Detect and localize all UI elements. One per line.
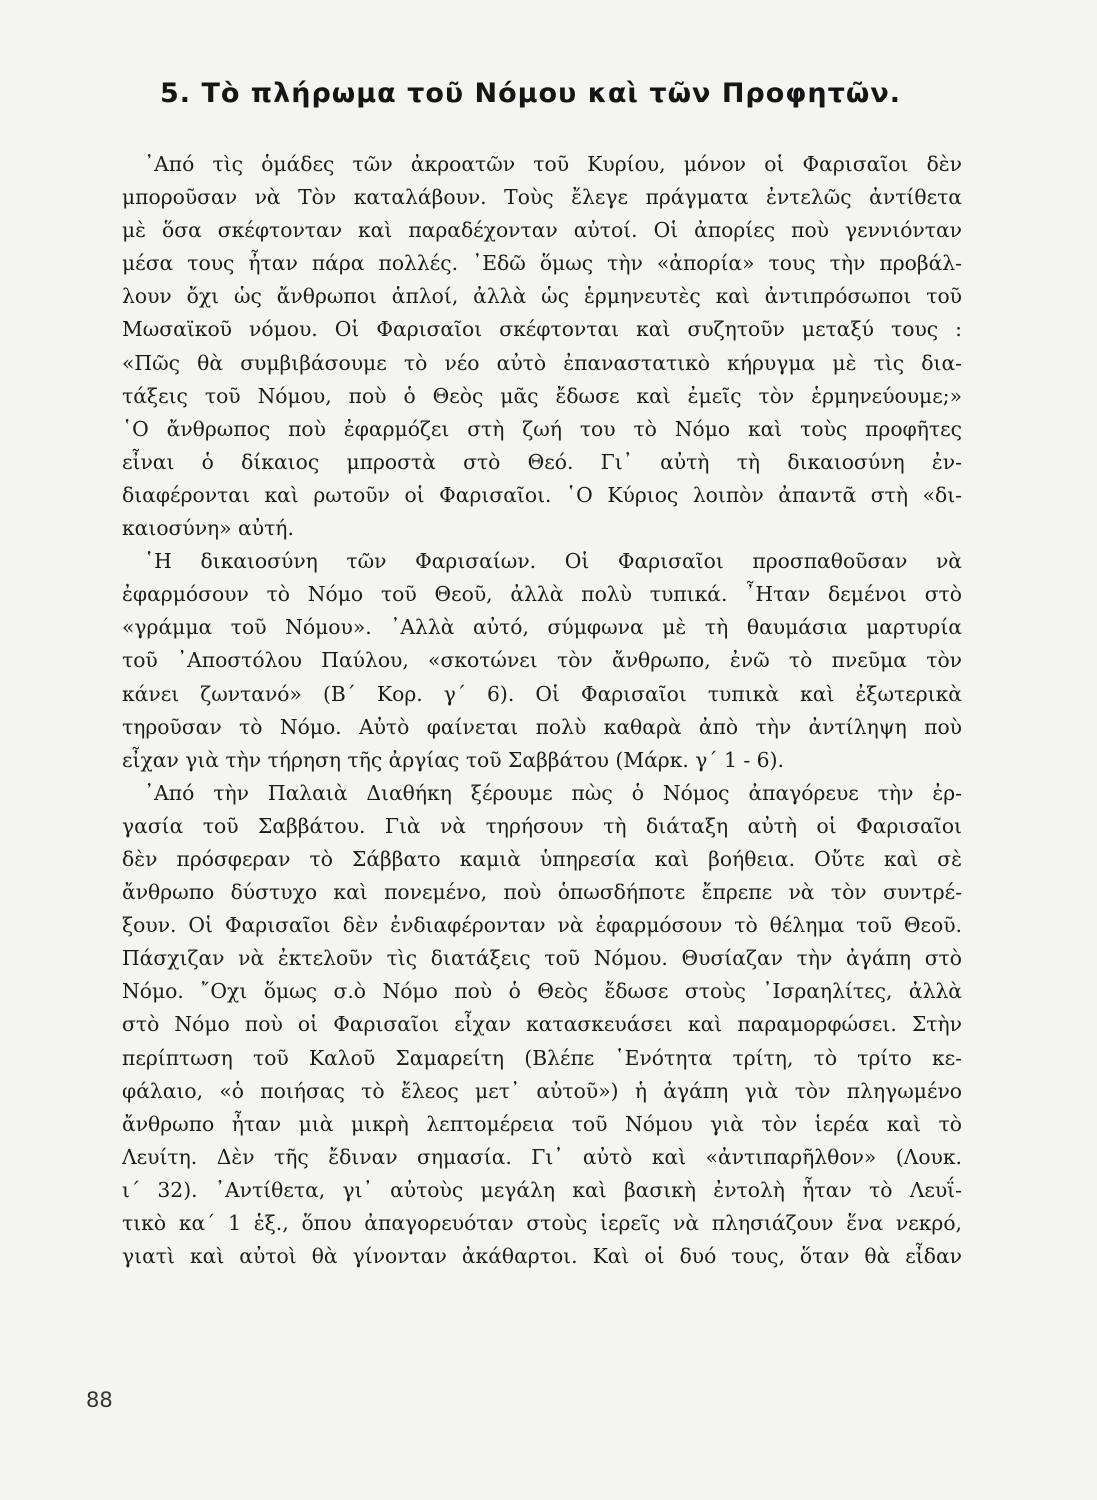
- text-line: στὸ Νόμο ποὺ οἱ Φαρισαῖοι εἶχαν κατασκευάσει καὶ παραμορφώσει. Στὴν: [122, 1012, 962, 1037]
- text-line: ἐφαρμόσουν τὸ Νόμο τοῦ Θεοῦ, ἀλλὰ πολὺ τυπικά. ῏Ηταν δεμένοι στὸ: [122, 582, 962, 607]
- text-line: κάνει ζωντανό» (Β΄ Κορ. γ΄ 6). Οἱ Φαρισαῖοι τυπικὰ καὶ ἐξωτερικὰ: [122, 681, 962, 706]
- text-line: Λευίτη. Δὲν τῆς ἔδιναν σημασία. Γι᾿ αὐτὸ καὶ «ἀντιπαρῆλθον» (Λουκ.: [122, 1144, 962, 1169]
- body-text: [122, 148, 962, 1273]
- text-line: Μωσαϊκοῦ νόμου. Οἱ Φαρισαῖοι σκέφτονται καὶ συζητοῦν μεταξύ τους :: [122, 317, 962, 342]
- text-line: καιοσύνη» αὐτή.: [122, 516, 294, 541]
- text-line: γασία τοῦ Σαββάτου. Γιὰ νὰ τηρήσουν τὴ διάταξη αὐτὴ οἱ Φαρισαῖοι: [122, 813, 962, 838]
- text-line: μέσα τους ἦταν πάρα πολλές. ᾿Εδῶ ὅμως τὴν «ἀπορία» τους τὴν προβάλ-: [122, 251, 962, 276]
- text-line: τάξεις τοῦ Νόμου, ποὺ ὁ Θεὸς μᾶς ἔδωσε καὶ ἐμεῖς τὸν ἑρμηνεύουμε;»: [122, 383, 962, 408]
- text-line: «γράμμα τοῦ Νόμου». ᾿Αλλὰ αὐτό, σύμφωνα μὲ τὴ θαυμάσια μαρτυρία: [122, 615, 962, 640]
- text-line: τοῦ ᾿Αποστόλου Παύλου, «σκοτώνει τὸν ἄνθρωπο, ἐνῶ τὸ πνεῦμα τὸν: [122, 648, 962, 673]
- text-line: ῾Ο ἄνθρωπος ποὺ ἐφαρμόζει στὴ ζωή του τὸ Νόμο καὶ τοὺς προφῆτες: [122, 416, 962, 441]
- text-line: ξουν. Οἱ Φαρισαῖοι δὲν ἐνδιαφέρονταν νὰ ἐφαρμόσουν τὸ θέλημα τοῦ Θεοῦ.: [122, 913, 962, 938]
- text-line: λουν ὄχι ὡς ἄνθρωποι ἁπλοί, ἀλλὰ ὡς ἑρμηνευτὲς καὶ ἀντιπρόσωποι τοῦ: [122, 284, 962, 309]
- text-line: Πάσχιζαν νὰ ἐκτελοῦν τὶς διατάξεις τοῦ Νόμου. Θυσίαζαν τὴν ἀγάπη στὸ: [122, 946, 962, 971]
- text-line: τικὸ κα΄ 1 ἑξ., ὅπου ἀπαγορευόταν στοὺς ἱερεῖς νὰ πλησιάζουν ἕνα νεκρό,: [122, 1211, 962, 1235]
- text-line: ἄνθρωπο ἦταν μιὰ μικρὴ λεπτομέρεια τοῦ Νόμου γιὰ τὸν ἱερέα καὶ τὸ: [122, 1111, 962, 1136]
- text-line: Νόμο. ῎Οχι ὅμως σ.ὸ Νόμο ποὺ ὁ Θεὸς ἔδωσε στοὺς ᾿Ισραηλίτες, ἀλλὰ: [122, 979, 962, 1004]
- text-line: γιατὶ καὶ αὐτοὶ θὰ γίνονταν ἀκάθαρτοι. Καὶ οἱ δυό τους, ὅταν θὰ εἶδαν: [122, 1244, 962, 1269]
- text-line: φάλαιο, «ὁ ποιήσας τὸ ἔλεος μετ᾿ αὐτοῦ») ἡ ἀγάπη γιὰ τὸν πληγωμένο: [122, 1078, 962, 1103]
- text-line: «Πῶς θὰ συμβιβάσουμε τὸ νέο αὐτὸ ἐπαναστατικὸ κήρυγμα μὲ τὶς δια-: [122, 350, 962, 375]
- subheading-line: ῾Η δικαιοσύνη τῶν Φαρισαίων. Οἱ Φαρισαῖοι προσπαθοῦσαν νὰ: [144, 549, 962, 574]
- text-line: ἄνθρωπο δύστυχο καὶ πονεμένο, ποὺ ὁπωσδήποτε ἔπρεπε νὰ τὸν συντρέ-: [122, 880, 962, 905]
- text-line: διαφέρονται καὶ ρωτοῦν οἱ Φαρισαῖοι. ῾Ο Κύριος λοιπὸν ἀπαντᾶ στὴ «δι-: [122, 482, 962, 507]
- text-line: μποροῦσαν νὰ Τὸν καταλάβουν. Τοὺς ἔλεγε πράγματα ἐντελῶς ἀντίθετα: [122, 185, 962, 210]
- text-line: εἶχαν γιὰ τὴν τήρηση τῆς ἀργίας τοῦ Σαββάτου (Μάρκ. γ΄ 1 - 6).: [122, 747, 784, 772]
- text-line: ι΄ 32). ᾿Αντίθετα, γι᾿ αὐτοὺς μεγάλη καὶ βασικὴ ἐντολὴ ἦταν τὸ Λευΐ-: [122, 1177, 962, 1202]
- page-number: 88: [86, 1388, 113, 1412]
- text-line: δὲν πρόσφεραν τὸ Σάββατο καμιὰ ὑπηρεσία καὶ βοήθεια. Οὔτε καὶ σὲ: [122, 846, 962, 871]
- text-line: περίπτωση τοῦ Καλοῦ Σαμαρείτη (Βλέπε ῾Ενότητα τρίτη, τὸ τρίτο κε-: [122, 1045, 962, 1070]
- text-line: μὲ ὅσα σκέφτονταν καὶ παραδέχονταν αὐτοί. Οἱ ἀπορίες ποὺ γεννιόνταν: [122, 218, 962, 243]
- section-heading: 5. Τὸ πλήρωμα τοῦ Νόμου καὶ τῶν Προφητῶν.: [160, 78, 901, 109]
- text-line: ᾿Από τὴν Παλαιὰ Διαθήκη ξέρουμε πὼς ὁ Νόμος ἀπαγόρευε τὴν ἐρ-: [144, 780, 962, 805]
- text-line: ᾿Από τὶς ὁμάδες τῶν ἀκροατῶν τοῦ Κυρίου, μόνον οἱ Φαρισαῖοι δὲν: [144, 152, 962, 176]
- text-line: εἶναι ὁ δίκαιος μπροστὰ στὸ Θεό. Γι᾿ αὐτὴ τὴ δικαιοσύνη ἐν-: [122, 449, 962, 474]
- text-line: τηροῦσαν τὸ Νόμο. Αὐτὸ φαίνεται πολὺ καθαρὰ ἀπὸ τὴν ἀντίληψη ποὺ: [122, 714, 962, 739]
